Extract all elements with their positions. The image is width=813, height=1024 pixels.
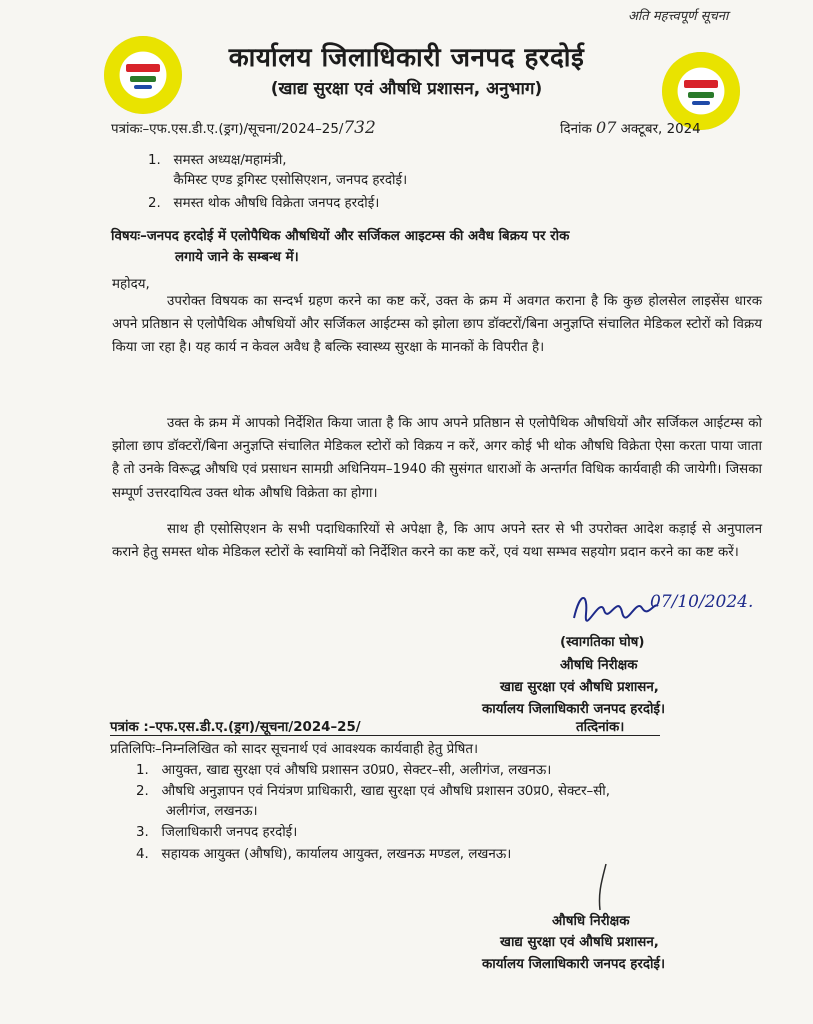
footer-designation: औषधि निरीक्षक — [552, 914, 630, 929]
office-title: कार्यालय जिलाधिकारी जनपद हरदोई — [228, 43, 585, 73]
office-subtitle: (खाद्य सुरक्षा एवं औषधि प्रशासन, अनुभाग) — [270, 79, 543, 99]
signatory-office: कार्यालय जिलाधिकारी जनपद हरदोई। — [482, 702, 666, 717]
copy-reference: पत्रांक :–एफ.एस.डी.ए.(ड्रग)/सूचना/2024–25/ — [110, 720, 361, 735]
copy-list-item: 1. आयुक्त, खाद्य सुरक्षा एवं औषधि प्रशासन उ0प्र0, सेक्टर–सी, अलीगंज, लखनऊ। — [136, 763, 552, 778]
body-paragraph: उक्त के क्रम में आपको निर्देशित किया जाता है कि आप अपने प्रतिष्ठान से एलोपैथिक औषधियों और सर्जिकल आईटम्स को झोला छाप डॉक्टरों/बिना अनुज्ञप्ति संचालित मेडिकल स्टोरों को विक्रय न करें, अगर कोई भी थोक औषधि विक्रेता ऐसा करता पाया जाता है तो उनके विरूद्ध औषधि एवं प्रसाधन सामग्री अधिनियम–1940 की सुसंगत धाराओं के अन्तर्गत विधिक कार्यवाही की जायेगी। जिसका सम्पूर्ण उत्तरदायित्व उक्त थोक औषधि विक्रेता का होगा। — [112, 416, 762, 501]
signatory-designation: औषधि निरीक्षक — [560, 658, 638, 673]
subject-line-continued: लगाये जाने के सम्बन्ध में। — [175, 250, 299, 265]
subject-line: विषयः–जनपद हरदोई में एलोपैथिक औषधियों और सर्जिकल आइटम्स की अवैध बिक्रय पर रोक — [111, 229, 570, 244]
date-day: 07 — [596, 118, 617, 137]
footer-department: खाद्य सुरक्षा एवं औषधि प्रशासन, — [500, 935, 659, 950]
addressee-line: 2. समस्त थोक औषधि विक्रेता जनपद हरदोई। — [148, 196, 380, 211]
signature-date: 07/10/2024. — [650, 592, 754, 612]
reference-number: 732 — [343, 118, 376, 138]
body-paragraph: साथ ही एसोसिएशन के सभी पदाधिकारियों से अपेक्षा है, कि आप अपने स्तर से भी उपरोक्त आदेश कड़ाई से अनुपालन कराने हेतु समस्त थोक मेडिकल स्टोरों के स्वामियों को निर्देशित करने का कष्ट करें, एवं यथा सम्भव सहयोग प्रदान करने का कष्ट करें। — [112, 522, 762, 561]
footer-signature-mark — [588, 862, 618, 912]
addressee-line: 1. समस्त अध्यक्ष/महामंत्री, — [148, 153, 287, 168]
copy-list-item: 4. सहायक आयुक्त (औषधि), कार्यालय आयुक्त, लखनऊ मण्डल, लखनऊ। — [136, 847, 512, 862]
signatory-department: खाद्य सुरक्षा एवं औषधि प्रशासन, — [500, 680, 659, 695]
date-line — [560, 118, 701, 137]
signatory-name: (स्वागतिका घोष) — [560, 635, 645, 650]
copy-list-item: 2. औषधि अनुज्ञापन एवं नियंत्रण प्राधिकारी, खाद्य सुरक्षा एवं औषधि प्रशासन उ0प्र0, सेक्टर–सी, — [136, 784, 611, 799]
copy-reference-line — [110, 717, 660, 736]
reference-prefix: पत्रांकः–एफ.एस.डी.ए.(ड्रग)/सूचना/2024–25/ — [111, 122, 344, 137]
reference-line — [111, 118, 376, 138]
body-paragraph: उपरोक्त विषयक का सन्दर्भ ग्रहण करने का कष्ट करें, उक्त के क्रम में अवगत कराना है कि कुछ होलसेल लाइसेंस धारक अपने प्रतिष्ठान से एलोपैथिक औषधियों और सर्जिकल आईटम्स को झोला छाप डॉक्टरों/बिना अनुज्ञप्ति संचालित मेडिकल स्टोरों को विक्रय किया जा रहा है। यह कार्य न केवल अवैध है बल्कि स्वास्थ्य सुरक्षा के मानकों के विपरीत है। — [112, 294, 762, 356]
copy-reference-date: तत्‍दिनांक। — [576, 720, 625, 735]
date-rest: अक्टूबर, 2024 — [620, 122, 701, 137]
copy-intro: प्रतिलिपिः–निम्नलिखित को सादर सूचनार्थ एवं आवश्यक कार्यवाही हेतु प्रेषित। — [110, 742, 479, 757]
salutation: महोदय, — [112, 277, 150, 292]
date-label: दिनांक — [560, 122, 592, 137]
important-notice-note: अति महत्त्वपूर्ण सूचना — [628, 9, 729, 24]
copy-list-item: अलीगंज, लखनऊ। — [136, 804, 258, 819]
footer-office: कार्यालय जिलाधिकारी जनपद हरदोई। — [482, 957, 666, 972]
handwritten-signature — [570, 588, 660, 628]
copy-list-item: 3. जिलाधिकारी जनपद हरदोई। — [136, 825, 298, 840]
addressee-line: कैमिस्ट एण्ड ड्रगिस्ट एसोसिएशन, जनपद हरदोई। — [148, 173, 408, 188]
